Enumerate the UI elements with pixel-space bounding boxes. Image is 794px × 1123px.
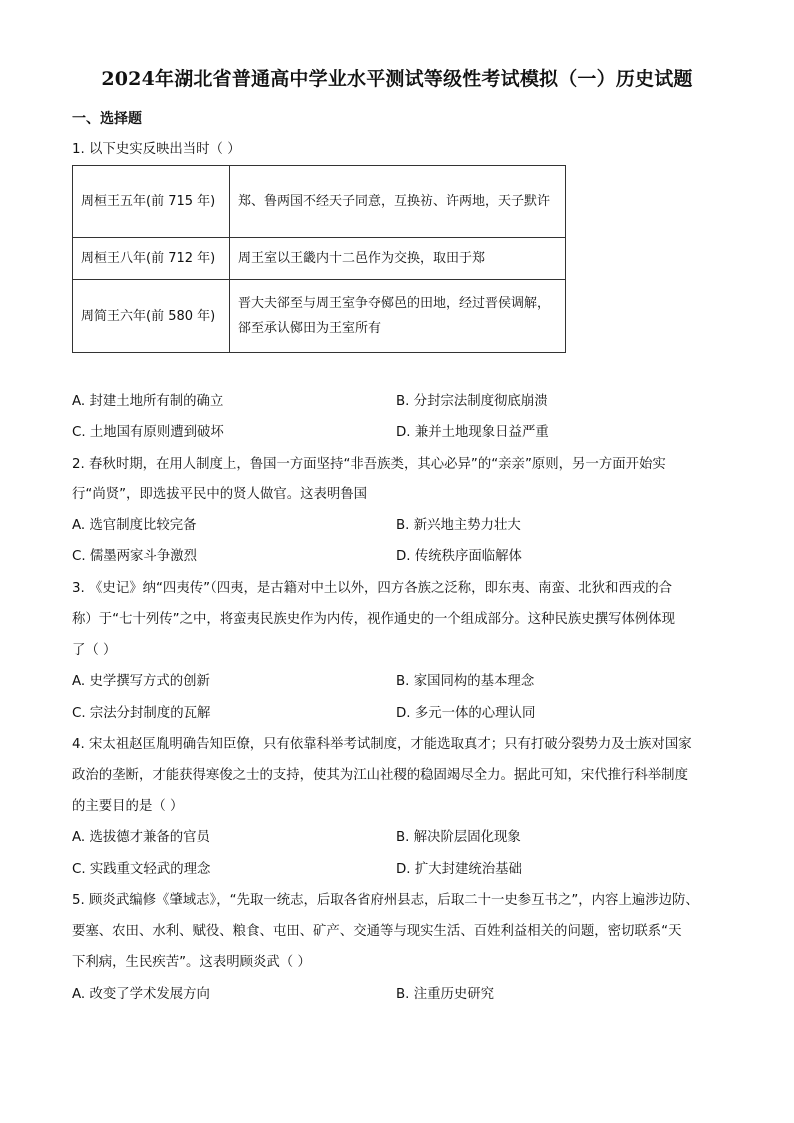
q4-option-a[interactable]: A. 选拔德才兼备的官员 bbox=[72, 830, 210, 845]
q2-option-a[interactable]: A. 选官制度比较完备 bbox=[72, 518, 197, 533]
q5-stem-line: 5. 顾炎武编修《肇域志》，“先取一统志，后取各省府州县志，后取二十一史参互书之”，内容上遍涉边防、 bbox=[72, 893, 699, 908]
table-cell-period: 周桓王八年(前 712 年) bbox=[73, 238, 230, 280]
section-heading: 一、选择题 bbox=[72, 111, 142, 127]
q2-stem-line: 2. 春秋时期，在用人制度上，鲁国一方面坚持“非吾族类，其心必异”的“亲亲”原则，另一方面开始实 bbox=[72, 457, 666, 472]
q5-option-a[interactable]: A. 改变了学术发展方向 bbox=[72, 987, 210, 1002]
q4-stem-line: 4. 宋太祖赵匡胤明确告知臣僚，只有依靠科举考试制度，才能选取真才；只有打破分裂势力及士族对国家 bbox=[72, 737, 692, 752]
q3-option-d[interactable]: D. 多元一体的心理认同 bbox=[396, 706, 536, 721]
q4-stem-line: 政治的垄断，才能获得寒俊之士的支持，使其为江山社稷的稳固竭尽全力。据此可知，宋代推行科举制度 bbox=[72, 768, 688, 783]
q5-stem-line: 要塞、农田、水利、赋役、粮食、屯田、矿产、交通等与现实生活、百姓利益相关的问题，密切联系“天 bbox=[72, 924, 682, 939]
q1-table bbox=[72, 165, 566, 353]
q3-stem-line: 了（ ） bbox=[72, 643, 117, 658]
q3-option-c[interactable]: C. 宗法分封制度的瓦解 bbox=[72, 706, 211, 721]
table-row bbox=[73, 238, 566, 280]
table-cell-event: 晋大夫郤至与周王室争夺鄇邑的田地，经过晋侯调解，郤至承认鄇田为王室所有 bbox=[230, 280, 566, 353]
q1-option-a[interactable]: A. 封建土地所有制的确立 bbox=[72, 394, 224, 409]
q2-stem-line: 行“尚贤”，即选拔平民中的贤人做官。这表明鲁国 bbox=[72, 487, 368, 502]
q3-option-b[interactable]: B. 家国同构的基本理念 bbox=[396, 674, 535, 689]
q3-option-a[interactable]: A. 史学撰写方式的创新 bbox=[72, 674, 210, 689]
table-cell-event: 周王室以王畿内十二邑作为交换，取田于郑 bbox=[230, 238, 566, 280]
table-row bbox=[73, 280, 566, 353]
q5-stem-line: 下利病，生民疾苦”。这表明顾炎武（ ） bbox=[72, 955, 311, 970]
q1-option-c[interactable]: C. 土地国有原则遭到破坏 bbox=[72, 425, 224, 440]
q5-option-b[interactable]: B. 注重历史研究 bbox=[396, 987, 495, 1002]
q3-stem-line: 3. 《史记》纳“四夷传”（四夷，是古籍对中土以外，四方各族之泛称，即东夷、南蛮、北狄和西戎的合 bbox=[72, 581, 673, 596]
q1-option-d[interactable]: D. 兼并土地现象日益严重 bbox=[396, 425, 549, 440]
q4-option-c[interactable]: C. 实践重文轻武的理念 bbox=[72, 862, 211, 877]
table-cell-event: 郑、鲁两国不经天子同意，互换祊、许两地，天子默许 bbox=[230, 166, 566, 238]
q1-option-b[interactable]: B. 分封宗法制度彻底崩溃 bbox=[396, 394, 548, 409]
table-cell-period: 周简王六年(前 580 年) bbox=[73, 280, 230, 353]
q2-option-c[interactable]: C. 儒墨两家斗争激烈 bbox=[72, 549, 197, 564]
q4-option-b[interactable]: B. 解决阶层固化现象 bbox=[396, 830, 521, 845]
q4-stem-line: 的主要目的是（ ） bbox=[72, 799, 184, 814]
q4-option-d[interactable]: D. 扩大封建统治基础 bbox=[396, 862, 522, 877]
q3-stem-line: 称）于“七十列传”之中，将蛮夷民族史作为内传，视作通史的一个组成部分。这种民族史撰写体例体现 bbox=[72, 612, 676, 627]
q1-stem: 1. 以下史实反映出当时（ ） bbox=[72, 142, 241, 157]
q2-option-b[interactable]: B. 新兴地主势力壮大 bbox=[396, 518, 521, 533]
table-row bbox=[73, 166, 566, 238]
q2-option-d[interactable]: D. 传统秩序面临解体 bbox=[396, 549, 522, 564]
page-title: 2024年湖北省普通高中学业水平测试等级性考试模拟（一）历史试题 bbox=[101, 68, 693, 90]
table-cell-period: 周桓王五年(前 715 年) bbox=[73, 166, 230, 238]
